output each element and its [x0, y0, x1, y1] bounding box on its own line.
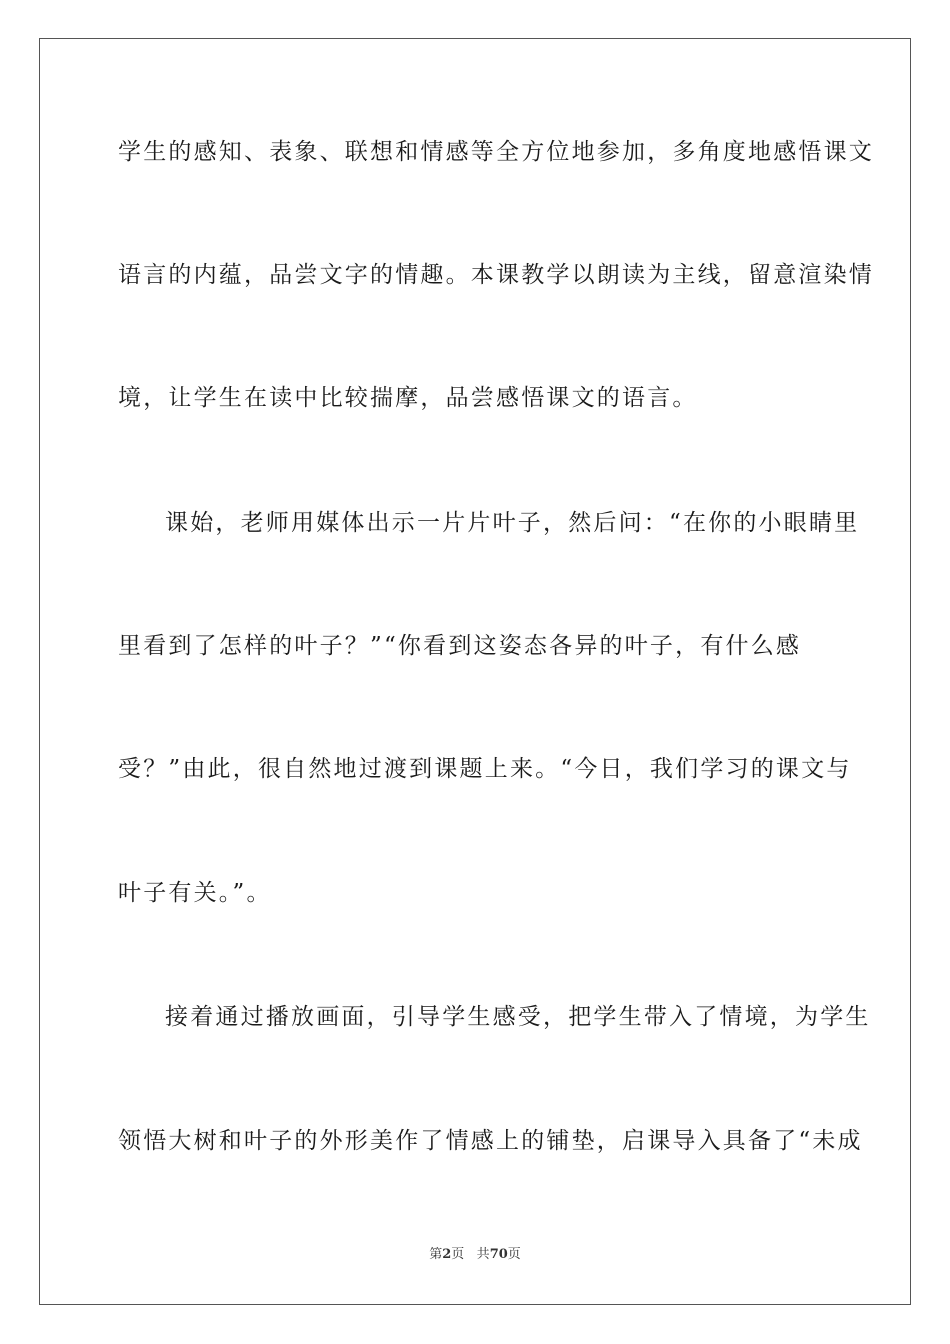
body-line-1: 学生的感知、表象、联想和情感等全方位地参加，多角度地感悟课文 [118, 139, 874, 165]
body-line-2: 语言的内蕴，品尝文字的情趣。本课教学以朗读为主线，留意渲染情 [118, 262, 874, 288]
page-border [39, 38, 911, 1305]
paragraph-2-line-3: 受？”由此，很自然地过渡到课题上来。“今日，我们学习的课文与 [118, 756, 852, 782]
page-suffix: 页 [451, 1247, 465, 1262]
paragraph-2-line-1: 课始，老师用媒体出示一片片叶子，然后问：“在你的小眼睛里 [165, 510, 860, 536]
paragraph-3-line-1: 接着通过播放画面，引导学生感受，把学生带入了情境，为学生 [165, 1004, 871, 1030]
total-prefix: 共 [476, 1247, 490, 1262]
page-prefix: 第 [429, 1247, 443, 1262]
page-number: 2 [442, 1247, 452, 1262]
paragraph-2-line-4: 叶子有关。”。 [118, 880, 272, 906]
paragraph-2-line-2: 里看到了怎样的叶子？”“你看到这姿态各异的叶子，有什么感 [118, 633, 802, 659]
body-line-3: 境，让学生在读中比较揣摩，品尝感悟课文的语言。 [118, 385, 698, 411]
total-pages: 70 [489, 1247, 508, 1262]
total-suffix: 页 [507, 1247, 521, 1262]
page-footer [0, 1246, 950, 1264]
paragraph-3-line-2: 领悟大树和叶子的外形美作了情感上的铺垫，启课导入具备了“未成 [118, 1128, 863, 1154]
